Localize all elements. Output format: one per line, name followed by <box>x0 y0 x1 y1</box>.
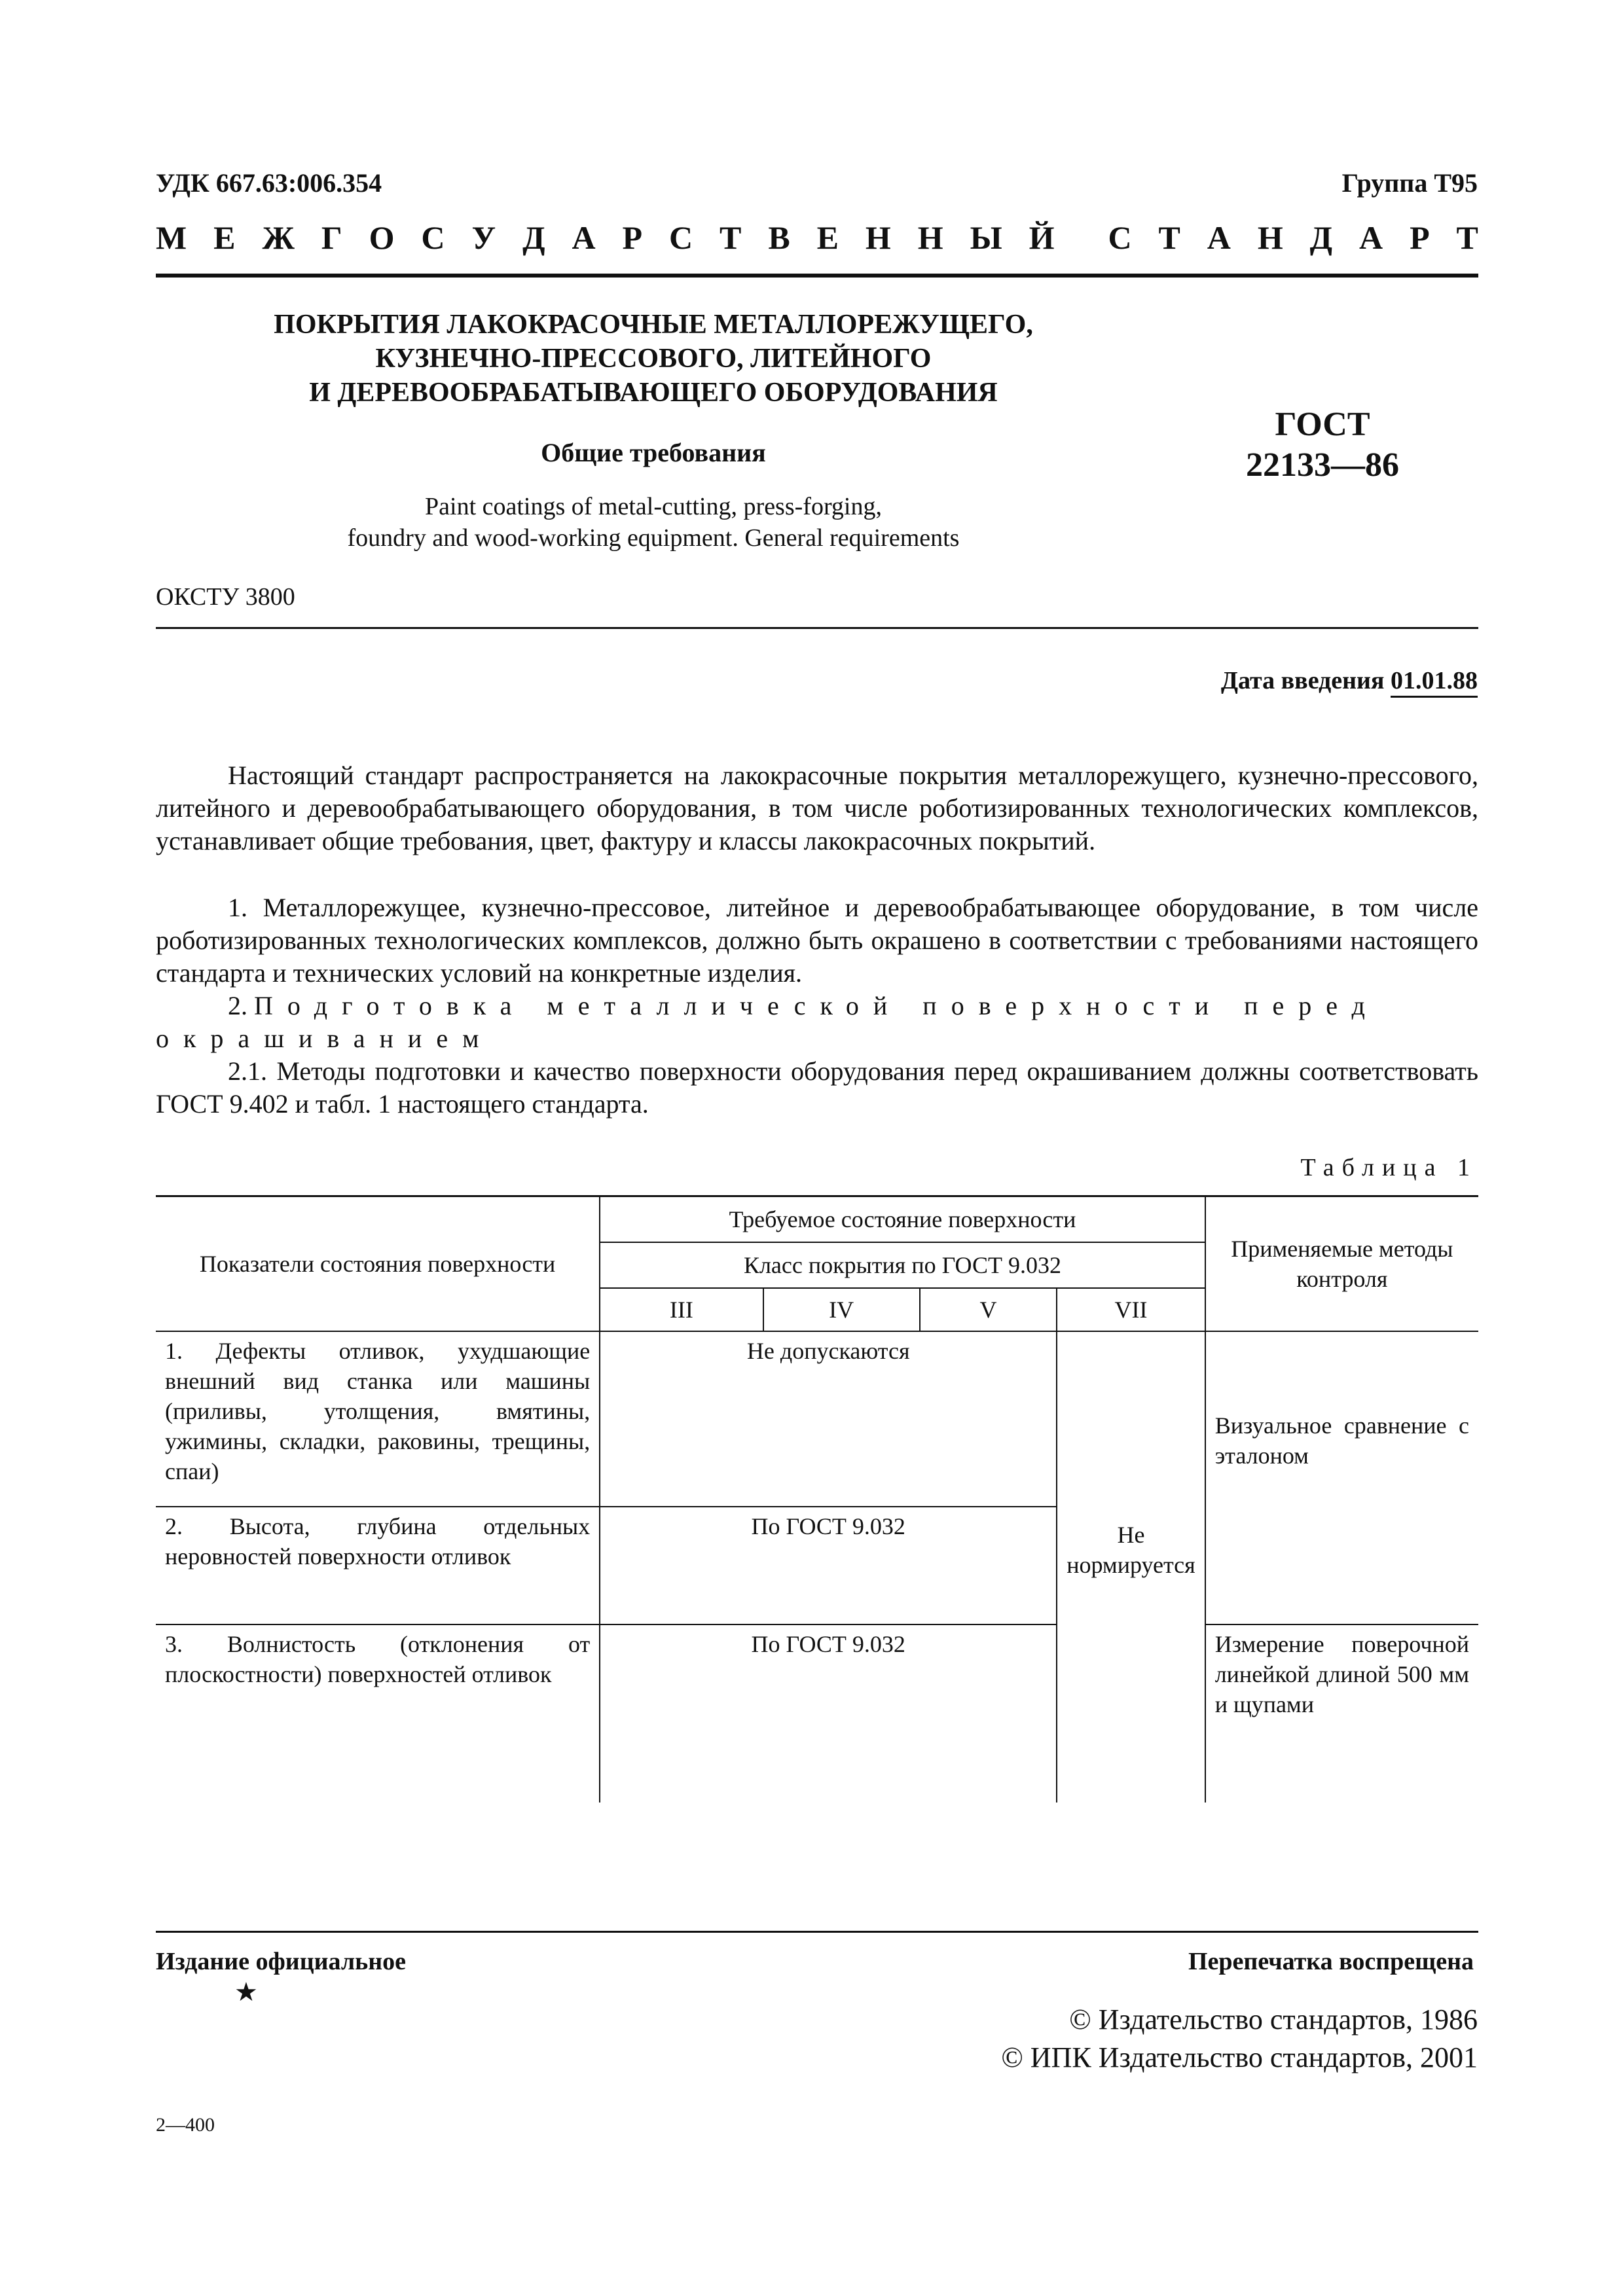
heading-letter: В <box>768 219 790 256</box>
heading-letter: Ж <box>262 219 295 256</box>
paragraph-2-1: 2.1. Методы подготовки и качество поверхности оборудования перед окрашиванием должны соответствовать ГОСТ 9.402 и табл. 1 настоящего стандарта. <box>156 1056 1478 1119</box>
row-indicator: 1. Дефекты отливок, ухудшающие внешний вид станка или машины (приливы, утолщения, вмятины, ужимины, складки, раковины, трещины, спаи) <box>156 1331 600 1507</box>
interstate-standard-heading <box>156 219 1478 257</box>
class-column-header: III <box>600 1288 763 1331</box>
paragraph-1: 1. Металлорежущее, кузнечно-прессовое, литейное и деревообрабатывающее оборудование, в том числе роботизированных технологических комплексов, должно быть окрашено в соответствии с требованиями настоящего стандарта и технических условий на конкретные изделия. <box>156 893 1478 988</box>
row-indicator: 2. Высота, глубина отдельных неровностей поверхности отливок <box>156 1507 600 1624</box>
title-rule <box>156 627 1478 629</box>
table-row <box>156 1624 1478 1803</box>
heading-letter: Н <box>865 219 891 256</box>
paragraph-2-number: 2. <box>228 991 247 1020</box>
header-rule <box>156 274 1478 278</box>
heading-letter: О <box>369 219 395 256</box>
udk-code: УДК 667.63:006.354 <box>156 168 382 198</box>
heading-letter: Т <box>1456 219 1478 256</box>
group-code: Группа Т95 <box>1341 168 1478 198</box>
copyright-line: © Издательство стандартов, 1986 <box>1069 2003 1478 2036</box>
document-title <box>156 308 1151 410</box>
method-visual: Визуальное сравнение с эталоном <box>1205 1331 1478 1624</box>
heading-letter: Е <box>816 219 839 256</box>
copyright-line: © ИПК Издательство стандартов, 2001 <box>1001 2041 1478 2073</box>
heading-letter: А <box>1207 219 1231 256</box>
title-line: И ДЕРЕВООБРАБАТЫВАЮЩЕГО ОБОРУДОВАНИЯ <box>309 378 998 408</box>
table-caption: Таблица 1 <box>1300 1154 1478 1181</box>
english-title-line: Paint coatings of metal-cutting, press-forging, <box>425 493 882 520</box>
row-value: Не допускаются <box>600 1331 1057 1507</box>
heading-letter: М <box>156 219 187 256</box>
star-icon: ★ <box>234 1977 258 2007</box>
english-title-line: foundry and wood-working equipment. General requirements <box>347 524 960 552</box>
heading-letter: Д <box>1309 219 1333 256</box>
introduction-date-label: Дата введения <box>1220 667 1385 694</box>
introduction-date-value: 01.01.88 <box>1391 667 1478 698</box>
heading-letter: Р <box>622 219 643 256</box>
introduction-date <box>1221 666 1478 695</box>
class-column-header: VII <box>1057 1288 1205 1331</box>
header-coating-class: Класс покрытия по ГОСТ 9.032 <box>600 1242 1205 1288</box>
heading-letter: Й <box>1029 219 1055 256</box>
heading-letter: Е <box>213 219 236 256</box>
heading-letter: Т <box>1158 219 1180 256</box>
title-line: ПОКРЫТИЯ ЛАКОКРАСОЧНЫЕ МЕТАЛЛОРЕЖУЩЕГО, <box>274 310 1033 340</box>
header-required-state: Требуемое состояние поверхности <box>600 1196 1205 1242</box>
english-title <box>156 491 1151 554</box>
paragraph-2-heading <box>156 990 1478 1055</box>
heading-letter: Ы <box>970 219 1002 256</box>
header-control-methods: Применяемые методы контроля <box>1205 1196 1478 1331</box>
intro-paragraph: Настоящий стандарт распространяется на лакокрасочные покрытия металлорежущего, кузнечно-прессового, литейного и деревообрабатывающего оборудования, в том числе роботизированных технологических комплексов, устанавливает общие требования, цвет, фактуру и классы лакокрасочных покрытий. <box>156 761 1478 855</box>
page-code: 2—400 <box>156 2114 215 2136</box>
title-line: КУЗНЕЧНО-ПРЕССОВОГО, ЛИТЕЙНОГО <box>375 344 932 374</box>
document-subtitle: Общие требования <box>541 438 766 467</box>
row-value: По ГОСТ 9.032 <box>600 1507 1057 1624</box>
heading-letter: С <box>668 219 693 256</box>
heading-letter: У <box>471 219 496 256</box>
class-vii-value: Не нормируется <box>1057 1331 1205 1803</box>
header-indicator: Показатели состояния поверхности <box>156 1196 600 1331</box>
method-measure: Измерение поверочной линейкой длиной 500 мм и щупами <box>1205 1624 1478 1803</box>
heading-letter: Р <box>1410 219 1430 256</box>
row-indicator: 3. Волнистость (отклонения от плоскостности) поверхностей отливок <box>156 1624 600 1803</box>
class-column-header: IV <box>763 1288 920 1331</box>
table-1 <box>156 1196 1478 1803</box>
reprint-prohibited: Перепечатка воспрещена <box>1188 1948 1474 1975</box>
class-column-header: V <box>920 1288 1057 1331</box>
heading-letter: Н <box>1257 219 1283 256</box>
heading-letter: С <box>421 219 445 256</box>
official-edition: Издание официальное <box>156 1948 407 1975</box>
heading-letter: А <box>572 219 596 256</box>
heading-letter: А <box>1359 219 1383 256</box>
heading-letter: Н <box>917 219 943 256</box>
gost-number: 22133—86 <box>1246 446 1399 484</box>
heading-letter: С <box>1108 219 1132 256</box>
heading-letter: Д <box>522 219 545 256</box>
row-value: По ГОСТ 9.032 <box>600 1624 1057 1803</box>
oksu-code: ОКСТУ 3800 <box>156 583 295 611</box>
paragraph-2-title: Подготовка металлической поверхности перед окрашиванием <box>156 991 1379 1053</box>
table-row <box>156 1331 1478 1507</box>
heading-letter: Г <box>321 219 342 256</box>
gost-designation <box>1231 404 1414 486</box>
heading-letter: Т <box>720 219 742 256</box>
gost-word: ГОСТ <box>1275 406 1370 443</box>
footer-rule <box>156 1931 1478 1933</box>
